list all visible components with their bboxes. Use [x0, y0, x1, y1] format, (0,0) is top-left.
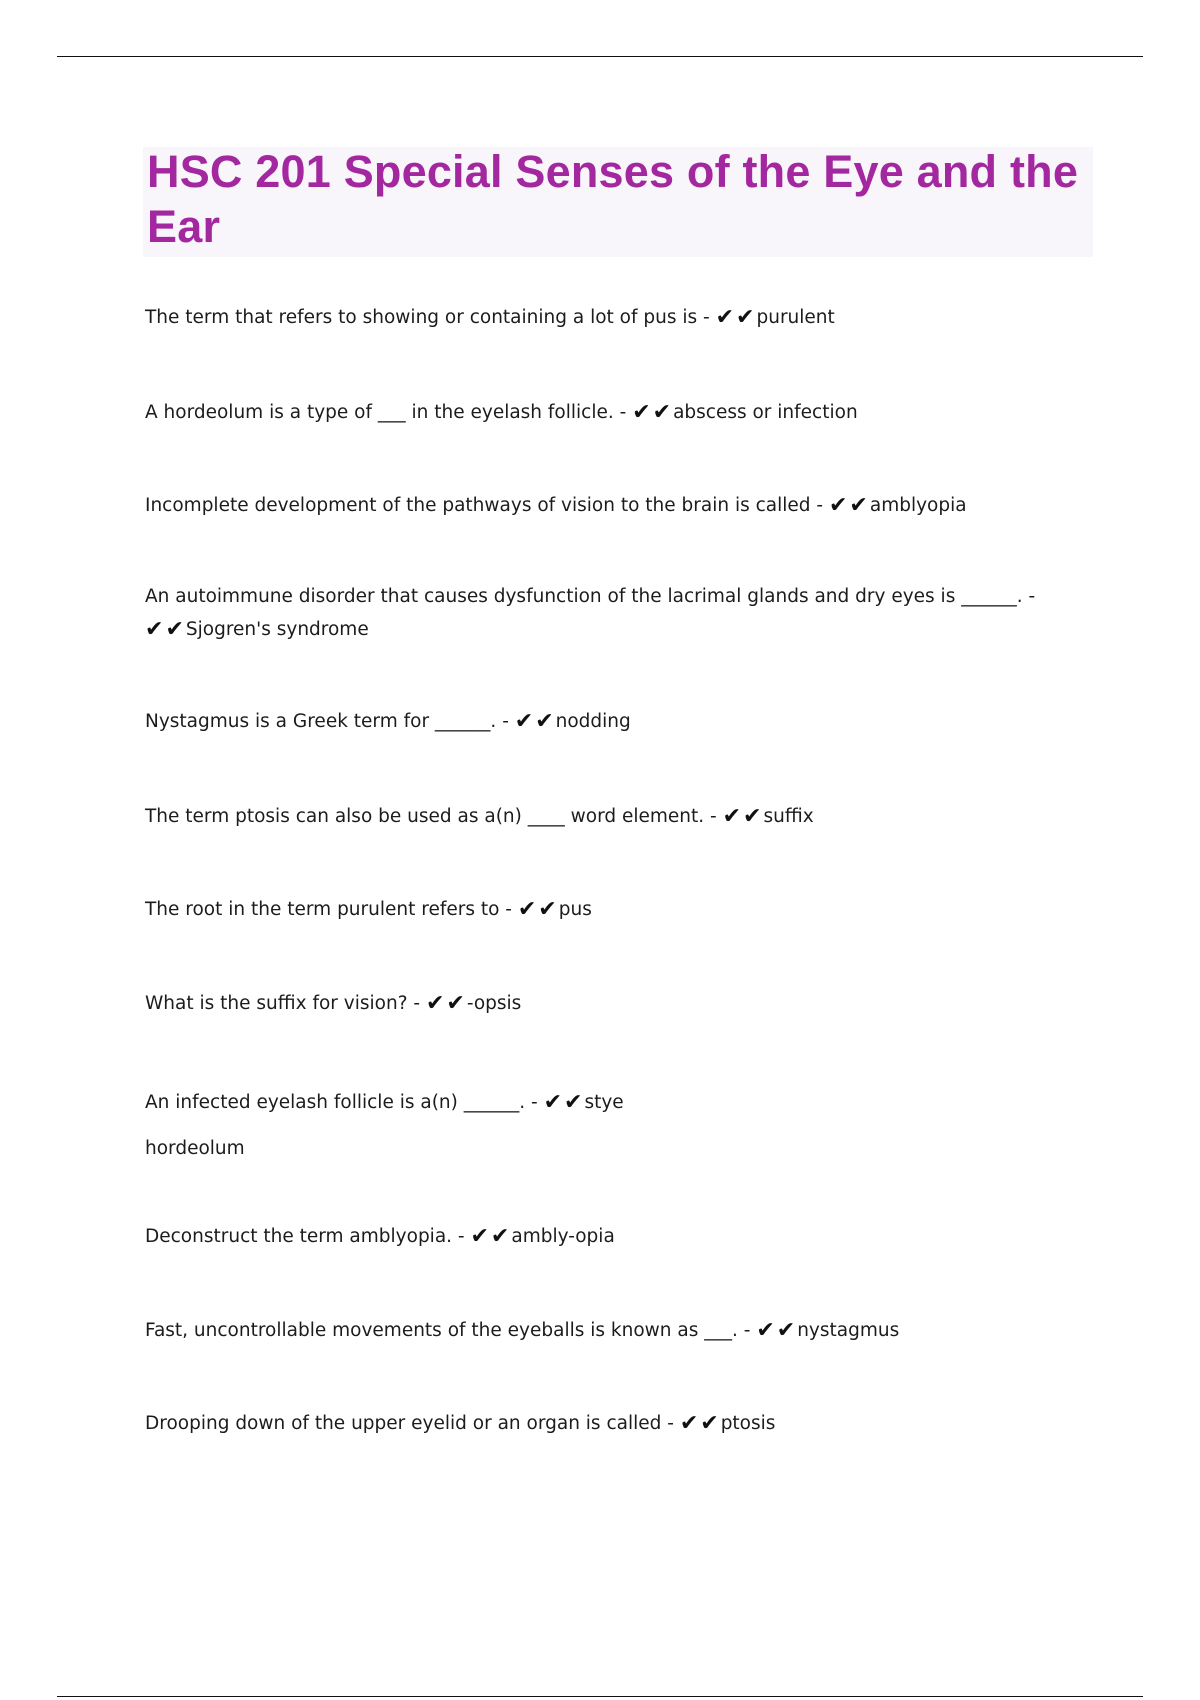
check-mark-icon: ✔ — [756, 1318, 775, 1343]
question-text: The root in the term purulent refers to - — [145, 899, 518, 920]
question-text: What is the suffix for vision? - — [145, 993, 426, 1014]
question-text: A hordeolum is a type of ___ in the eyelash follicle. - — [145, 402, 633, 423]
qa-item — [145, 987, 1045, 1020]
qa-item — [145, 396, 1045, 429]
question-text: An infected eyelash follicle is a(n) ______. - — [145, 1092, 544, 1113]
answer-text: purulent — [756, 307, 835, 328]
question-text: The term that refers to showing or containing a lot of pus is - — [145, 307, 716, 328]
qa-item — [145, 800, 1045, 833]
qa-item — [145, 1080, 1045, 1172]
check-mark-icon: ✔ — [736, 305, 755, 330]
check-mark-icon: ✔ — [849, 493, 868, 518]
footer-rule — [57, 1696, 1143, 1697]
check-mark-icon: ✔ — [446, 991, 465, 1016]
question-text: Fast, uncontrollable movements of the eyeballs is known as ___. - — [145, 1320, 757, 1341]
question-text: Deconstruct the term amblyopia. - — [145, 1226, 471, 1247]
qa-item — [145, 580, 1045, 646]
question-text: Nystagmus is a Greek term for ______. - — [145, 711, 515, 732]
check-mark-icon: ✔ — [514, 709, 534, 734]
answer-text: nodding — [555, 711, 631, 732]
header-rule — [57, 56, 1143, 57]
check-mark-icon: ✔ — [470, 1224, 489, 1249]
check-mark-icon: ✔ — [652, 400, 672, 425]
question-text: The term ptosis can also be used as a(n) ____ word element. - — [145, 806, 723, 827]
qa-item — [145, 1314, 1045, 1347]
answer-text: amblyopia — [869, 495, 967, 516]
question-text: Drooping down of the upper eyelid or an organ is called - — [145, 1413, 680, 1434]
check-mark-icon: ✔ — [517, 897, 537, 922]
check-mark-icon: ✔ — [743, 804, 762, 829]
qa-item — [145, 301, 1045, 334]
answer-text: -opsis — [466, 993, 522, 1014]
answer-text: Sjogren's syndrome — [185, 619, 369, 640]
qa-item — [145, 893, 1045, 926]
check-mark-icon: ✔ — [722, 804, 742, 829]
answer-text: ptosis — [720, 1413, 776, 1434]
check-mark-icon: ✔ — [632, 400, 651, 425]
answer-text: abscess or infection — [673, 402, 858, 423]
qa-item — [145, 489, 1045, 522]
qa-item — [145, 1220, 1045, 1253]
check-mark-icon: ✔ — [828, 493, 848, 518]
check-mark-icon: ✔ — [543, 1090, 563, 1115]
check-mark-icon: ✔ — [715, 305, 735, 330]
qa-item — [145, 1407, 1045, 1440]
answer-text: nystagmus — [797, 1320, 900, 1341]
check-mark-icon: ✔ — [535, 709, 554, 734]
question-text: Incomplete development of the pathways of vision to the brain is called - — [145, 495, 829, 516]
answer-text: pus — [558, 899, 592, 920]
check-mark-icon: ✔ — [564, 1090, 583, 1115]
answer-text: stye — [584, 1092, 624, 1113]
check-mark-icon: ✔ — [425, 991, 445, 1016]
answer-text: suffix — [763, 806, 814, 827]
document-title: HSC 201 Special Senses of the Eye and the Ear — [147, 146, 1079, 252]
answer-text: ambly-opia — [511, 1226, 615, 1247]
check-mark-icon: ✔ — [700, 1411, 719, 1436]
check-mark-icon: ✔ — [776, 1318, 796, 1343]
question-text: An autoimmune disorder that causes dysfunction of the lacrimal glands and dry eyes is ______. - — [145, 586, 1036, 607]
check-mark-icon: ✔ — [145, 617, 164, 642]
check-mark-icon: ✔ — [165, 617, 184, 642]
answer-extra-text: hordeolum — [145, 1138, 245, 1159]
check-mark-icon: ✔ — [679, 1411, 699, 1436]
check-mark-icon: ✔ — [538, 897, 557, 922]
qa-item — [145, 705, 1045, 738]
check-mark-icon: ✔ — [490, 1224, 510, 1249]
